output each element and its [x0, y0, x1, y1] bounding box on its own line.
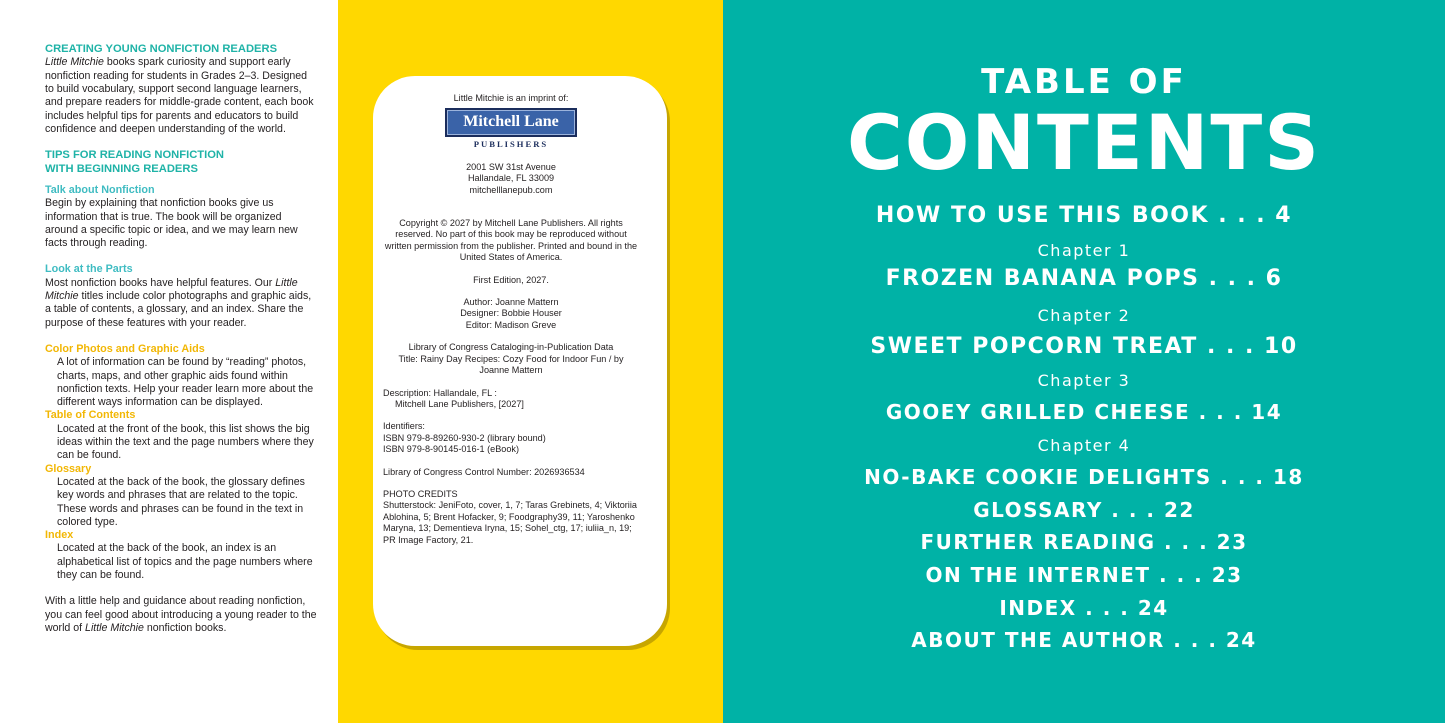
parts-text-b: titles include color photographs and graphic aids, a table of contents, a glossary, and an index. Share the purpose of these features with your reader.	[45, 290, 312, 329]
edition: First Edition, 2027.	[473, 274, 549, 285]
publisher-logo-name: Mitchell Lane	[445, 108, 577, 137]
toc-chapter-4-label: Chapter 4	[1037, 436, 1131, 455]
glossary-text: Located at the back of the book, the glossary defines key words and phrases that are related to the topic. These words and phrases can be found in the text in colored type.	[57, 475, 305, 528]
talk-title: Talk about Nonfiction	[45, 184, 155, 196]
index-title: Index	[45, 529, 74, 542]
toc-entry-how-to-use: HOW TO USE THIS BOOK . . . 4	[875, 203, 1293, 228]
toc-title: Table of Contents	[45, 409, 136, 422]
toc-entry-sweet-popcorn-treat: SWEET POPCORN TREAT . . . 10	[870, 334, 1298, 359]
toc-entry-glossary: GLOSSARY . . . 22	[973, 498, 1195, 522]
toc-entry-on-the-internet: ON THE INTERNET . . . 23	[925, 563, 1243, 587]
closing-text-b: nonfiction books.	[143, 621, 227, 634]
toc-entry-further-reading: FURTHER READING . . . 23	[920, 530, 1248, 554]
closing-paragraph	[45, 595, 317, 635]
toc-entry-no-bake-cookie-delights: NO-BAKE COOKIE DELIGHTS . . . 18	[864, 465, 1304, 489]
publisher-logo-sub: PUBLISHERS	[473, 139, 549, 150]
series-name: Little Mitchie	[45, 276, 298, 303]
closing-text-a: With a little help and guidance about reading nonfiction, you can feel good about introducing a young reader to the world of	[45, 595, 317, 634]
designer: Designer: Bobbie Houser	[460, 308, 562, 319]
copyright-content	[383, 93, 639, 546]
address-line-1: 2001 SW 31st Avenue	[466, 161, 556, 172]
toc-heading-line-1: TABLE OF	[981, 62, 1187, 102]
reading-tips-column	[45, 43, 317, 635]
toc-chapter-3-label: Chapter 3	[1037, 371, 1131, 390]
isbn-ebook: ISBN 979-8-90145-016-1 (eBook)	[383, 444, 519, 455]
identifiers-label: Identifiers:	[383, 421, 425, 432]
left-panel	[0, 0, 338, 723]
table-of-contents-panel	[723, 0, 1445, 723]
imprint-line: Little Mitchie is an imprint of:	[453, 93, 569, 103]
description-2: Mitchell Lane Publishers, [2027]	[395, 398, 524, 409]
toc-entry-index: INDEX . . . 24	[999, 596, 1169, 620]
editor: Editor: Madison Greve	[465, 319, 557, 330]
parts-paragraph	[45, 277, 317, 330]
index-text: Located at the back of the book, an index is an alphabetical list of topics and the page numbers where they can be found.	[57, 542, 313, 582]
toc-chapter-1-label: Chapter 1	[1037, 241, 1131, 260]
photo-credits: Shutterstock: JeniFoto, cover, 1, 7; Taras Grebinets, 4; Viktoriia Ablohina, 5; Brent Hofacker, 9; Foodgraphy39, 11; Yaroshenko Maryna, 13; Dementieva Iryna, 15; Sohel_ctg, 17; iuliia_n, 19; PR Image Factory, 21.	[383, 500, 637, 545]
control-number: Library of Congress Control Number: 2026936534	[383, 466, 585, 477]
loc-book-title: Title: Rainy Day Recipes: Cozy Food for Indoor Fun / by Joanne Mattern	[398, 353, 624, 376]
photos-title: Color Photos and Graphic Aids	[45, 342, 205, 355]
toc-entry-frozen-banana-pops: FROZEN BANANA POPS . . . 6	[885, 266, 1283, 291]
intro-text: books spark curiosity and support early nonfiction reading for students in Grades 2–3. Designed to build vocabulary, support second language learners, and prepare readers for middle-grade content, each book includes helpful tips for parents and educators to build confidence and deepen understanding of the world.	[45, 56, 314, 135]
address-line-2: Hallandale, FL 33009	[467, 173, 555, 184]
photos-text: A lot of information can be found by “reading” photos, charts, maps, and other graphic aids found within nonfiction texts. Help your reader learn more about the different ways information can be displayed.	[57, 356, 314, 409]
copyright-card	[373, 76, 667, 646]
isbn-library: ISBN 979-8-89260-930-2 (library bound)	[383, 432, 546, 443]
author: Author: Joanne Mattern	[463, 297, 559, 308]
copyright-notice: Copyright © 2027 by Mitchell Lane Publishers. All rights reserved. No part of this book may be reproduced without written permission from the publisher. Printed and bound in the United States of America.	[384, 218, 638, 263]
series-name: Little Mitchie	[45, 56, 104, 69]
talk-text: Begin by explaining that nonfiction books give us information that is true. The book will be organized around a specific topic or idea, and we may learn new facts through reading.	[45, 197, 298, 250]
series-name: Little Mitchie	[85, 621, 144, 634]
toc-chapter-2-label: Chapter 2	[1037, 306, 1131, 325]
toc-heading-line-2: CONTENTS	[847, 98, 1321, 187]
publisher-logo	[445, 108, 577, 150]
photo-credits-title: PHOTO CREDITS	[383, 488, 458, 499]
heading-tips: TIPS FOR READING NONFICTION WITH BEGINNING READERS	[45, 149, 224, 175]
website: mitchelllanepub.com	[469, 184, 553, 195]
intro-paragraph	[45, 56, 317, 136]
toc-entry-gooey-grilled-cheese: GOOEY GRILLED CHEESE . . . 14	[885, 400, 1283, 424]
glossary-title: Glossary	[45, 462, 92, 475]
parts-text-a: Most nonfiction books have helpful features. Our	[45, 276, 276, 289]
toc-text: Located at the front of the book, this list shows the big ideas within the text and the page numbers where they can be found.	[57, 422, 314, 462]
heading-creating-readers: CREATING YOUNG NONFICTION READERS	[45, 43, 278, 55]
middle-panel	[338, 0, 723, 723]
loc-title: Library of Congress Cataloging-in-Publication Data	[408, 342, 614, 353]
description-1: Description: Hallandale, FL :	[383, 387, 497, 398]
toc-entry-about-the-author: ABOUT THE AUTHOR . . . 24	[911, 628, 1257, 652]
parts-title: Look at the Parts	[45, 263, 133, 276]
